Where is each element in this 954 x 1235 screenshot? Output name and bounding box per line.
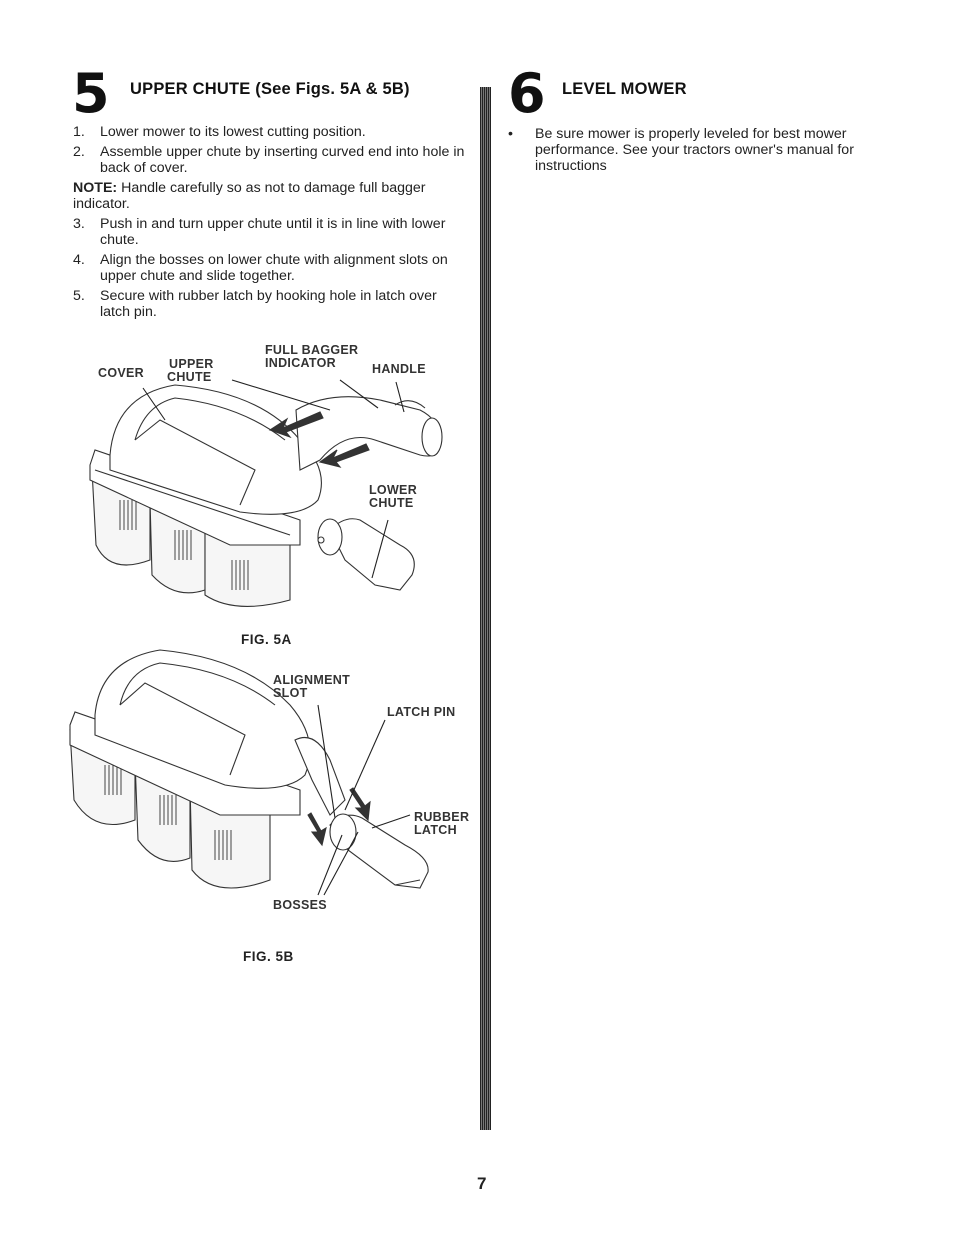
step-text: Push in and turn upper chute until it is in line with lower chute. [100,216,446,248]
label-latch-pin: LATCH PIN [387,705,456,719]
label-lower-chute-2: CHUTE [369,496,414,510]
label-cover: COVER [98,366,144,380]
label-upper-chute-1: UPPER [169,357,214,371]
section-title-upper-chute: UPPER CHUTE (See Figs. 5A & 5B) [130,80,410,98]
note-text: Handle carefully so as not to damage full bagger indicator. [73,180,426,212]
label-handle: HANDLE [372,362,426,376]
note-label: NOTE: [73,180,118,196]
label-rubber-1: RUBBER [414,810,470,824]
step-text: Align the bosses on lower chute with alignment slots on upper chute and slide together. [100,252,448,284]
label-full-bagger-1: FULL BAGGER [265,343,359,357]
column-divider [480,87,491,1130]
figure-caption-5b: FIG. 5B [243,949,294,964]
step-text: Secure with rubber latch by hooking hole in latch over latch pin. [100,288,437,320]
figure-caption-5a: FIG. 5A [241,632,292,647]
section6-text: Be sure mower is properly leveled for best mower performance. See your tractors owner's manual for instructions [535,126,854,174]
fig5a-lower-chute [330,519,414,590]
step-index: 3. [73,216,85,232]
label-alignment-2: SLOT [273,686,308,700]
fig5b-leader-rubber [372,815,410,828]
label-full-bagger-2: INDICATOR [265,356,336,370]
fig5b-arrow [308,813,326,845]
step-index: 4. [73,252,85,268]
step-index: 5. [73,288,85,304]
step-text: Lower mower to its lowest cutting position. [100,124,366,140]
section-title-level-mower: LEVEL MOWER [562,80,687,98]
label-rubber-2: LATCH [414,823,457,837]
label-bosses: BOSSES [273,898,327,912]
fig5a-upper-chute [296,397,440,470]
step-text: Assemble upper chute by inserting curved end into hole in back of cover. [100,144,465,176]
section6-bullet: • [508,126,513,142]
step-index: 1. [73,124,85,140]
label-alignment-1: ALIGNMENT [273,673,350,687]
step-index: 2. [73,144,85,160]
fig5b-leader-latch-pin [345,720,385,810]
step-number-5: 5 [72,62,110,125]
label-upper-chute-2: CHUTE [167,370,212,384]
step-number-6: 6 [508,62,546,125]
page-number: 7 [477,1174,487,1193]
label-lower-chute-1: LOWER [369,483,418,497]
